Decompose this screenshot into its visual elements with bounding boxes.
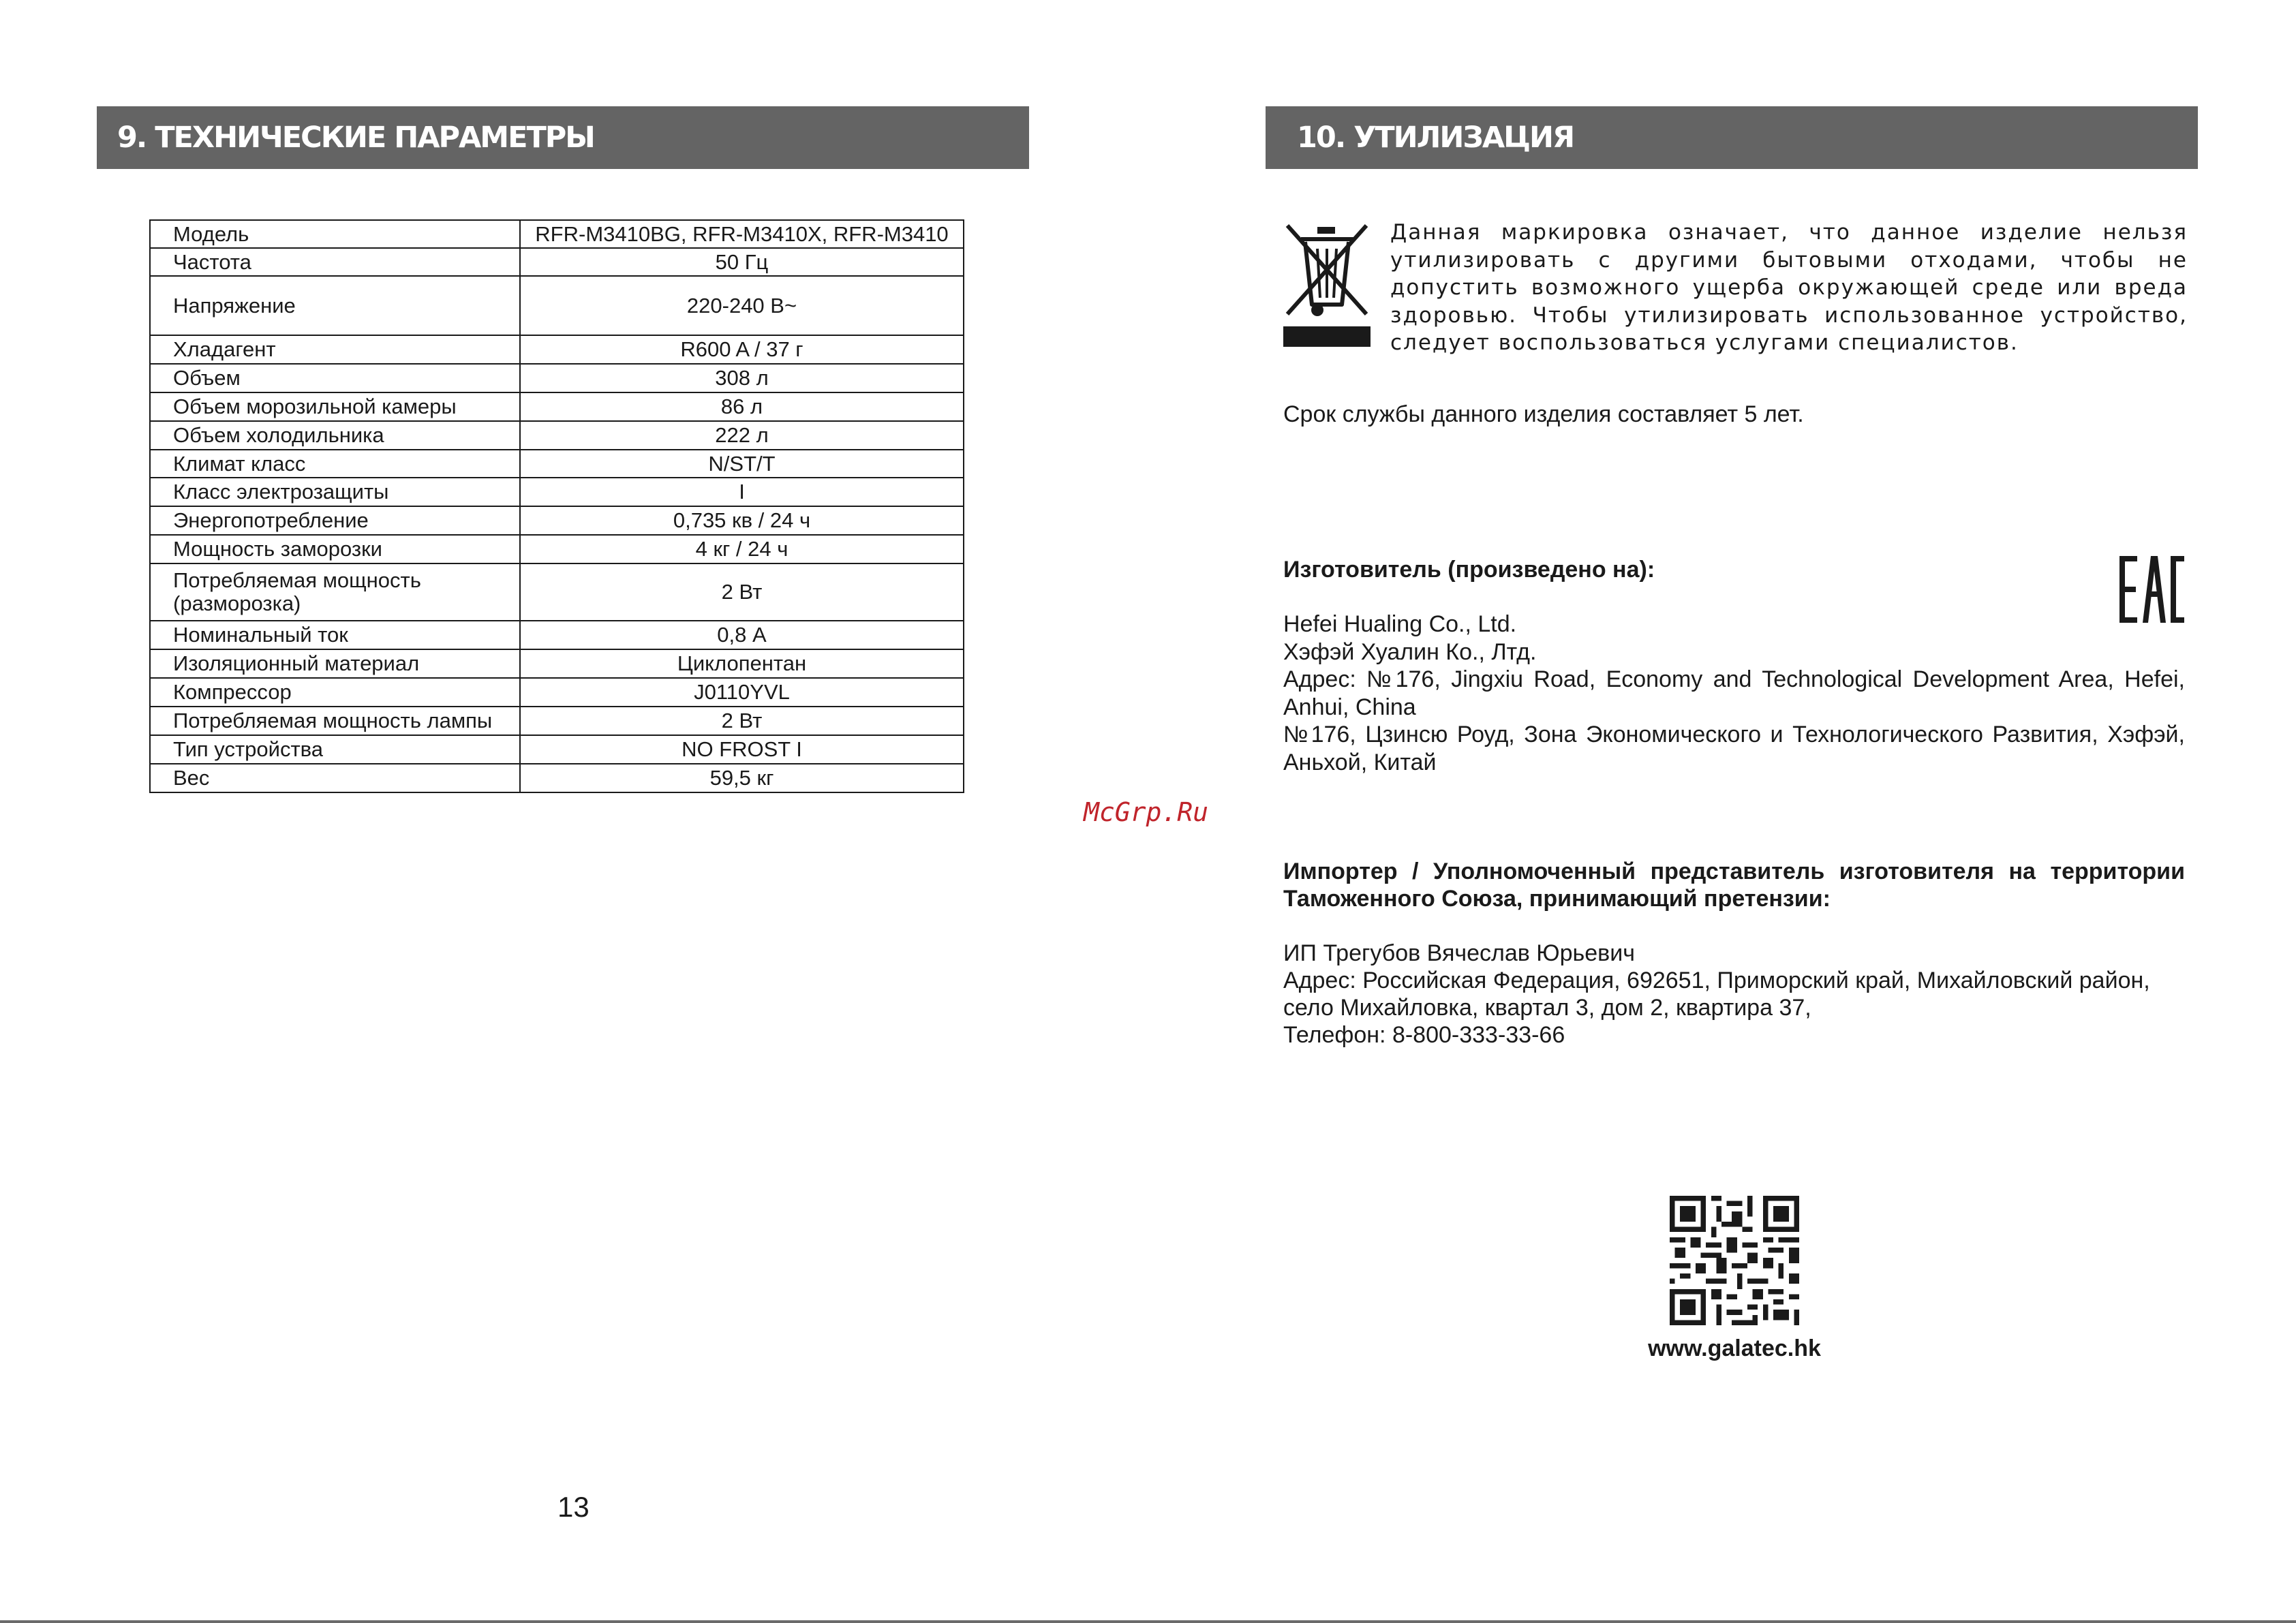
manufacturer-line: Адрес: №176, Jingxiu Road, Economy and Technological Development Area, Hefei, Anhui, China	[1283, 666, 2185, 720]
spec-label: Частота	[150, 248, 520, 276]
spec-value: 4 кг / 24 ч	[520, 535, 964, 563]
table-row	[150, 621, 964, 649]
spec-label: Объем	[150, 364, 520, 392]
spec-label: Модель	[150, 220, 520, 248]
importer-line: ИП Трегубов Вячеслав Юрьевич	[1283, 940, 1635, 966]
spec-label: Мощность заморозки	[150, 535, 520, 563]
table-row	[150, 678, 964, 707]
table-row	[150, 364, 964, 392]
spec-value: NO FROST I	[520, 735, 964, 764]
spec-value: Циклопентан	[520, 649, 964, 678]
table-row	[150, 478, 964, 506]
importer-line: Адрес: Российская Федерация, 692651, Приморский край, Михайловский район, село Михайловка, квартал 3, дом 2, квартира 37,	[1283, 968, 2150, 1021]
spec-label: Объем морозильной камеры	[150, 392, 520, 421]
table-row	[150, 707, 964, 735]
spec-value: 0,735 кв / 24 ч	[520, 506, 964, 535]
table-row	[150, 450, 964, 478]
table-row	[150, 276, 964, 335]
bottom-divider	[0, 1620, 2296, 1623]
importer-line: Телефон: 8-800-333-33-66	[1283, 1022, 1565, 1048]
spec-value: I	[520, 478, 964, 506]
spec-label: Класс электрозащиты	[150, 478, 520, 506]
spec-value: 59,5 кг	[520, 764, 964, 792]
spec-value: 2 Вт	[520, 563, 964, 621]
manufacturer-details	[1283, 610, 2185, 776]
spec-label: Объем холодильника	[150, 421, 520, 450]
disposal-text: Данная маркировка означает, что данное изделие нельзя утилизировать с другими бытовыми отходами, чтобы не допустить возможного ущерба окружающей среде или вреда здоровью. Чтобы утилизировать использованное устройство, следует воспользоваться услугами специалистов.	[1390, 220, 2188, 355]
spec-value: 2 Вт	[520, 707, 964, 735]
spec-value: N/ST/T	[520, 450, 964, 478]
spec-value: 50 Гц	[520, 248, 964, 276]
section-title-disposal: 10. УТИЛИЗАЦИЯ	[1266, 106, 2198, 169]
manufacturer-line: №176, Цзинсю Роуд, Зона Экономического и Технологического Развития, Хэфэй, Аньхой, Китай	[1283, 722, 2185, 775]
spec-value: 220-240 В~	[520, 276, 964, 335]
service-life-text: Срок службы данного изделия составляет 5 лет.	[1283, 401, 1804, 427]
spec-label: Потребляемая мощность лампы	[150, 707, 520, 735]
spec-value: RFR-M3410BG, RFR-M3410X, RFR-M3410	[520, 220, 964, 248]
table-row	[150, 649, 964, 678]
spec-label: Тип устройства	[150, 735, 520, 764]
section-title-specs: 9. ТЕХНИЧЕСКИЕ ПАРАМЕТРЫ	[97, 106, 1029, 169]
watermark: McGrp.Ru	[1084, 797, 1209, 827]
table-row	[150, 535, 964, 563]
spec-value: 308 л	[520, 364, 964, 392]
table-row	[150, 735, 964, 764]
spec-value: J0110YVL	[520, 678, 964, 707]
spec-value: 0,8 А	[520, 621, 964, 649]
table-row	[150, 764, 964, 792]
importer-details	[1283, 940, 2185, 1049]
importer-heading: Импортер / Уполномоченный представитель изготовителя на территории Таможенного Союза, принимающий претензии:	[1283, 859, 2185, 912]
spec-label: Хладагент	[150, 335, 520, 364]
manufacturer-heading: Изготовитель (произведено на):	[1283, 557, 1655, 583]
spec-label: Компрессор	[150, 678, 520, 707]
table-row	[150, 421, 964, 450]
page-number: 13	[557, 1491, 590, 1523]
specs-table	[149, 219, 964, 793]
website-url: www.galatec.hk	[1648, 1335, 1821, 1361]
spec-label: Потребляемая мощность (разморозка)	[150, 563, 520, 621]
qr-code-icon	[1670, 1196, 1799, 1325]
spec-value: 222 л	[520, 421, 964, 450]
table-row	[150, 248, 964, 276]
spec-label: Вес	[150, 764, 520, 792]
spec-label: Энергопотребление	[150, 506, 520, 535]
spec-label: Изоляционный материал	[150, 649, 520, 678]
table-row	[150, 563, 964, 621]
table-row	[150, 335, 964, 364]
table-row	[150, 392, 964, 421]
table-row	[150, 506, 964, 535]
table-row	[150, 220, 964, 248]
manufacturer-line: Hefei Hualing Co., Ltd.	[1283, 611, 1517, 637]
weee-crossed-bin-icon	[1283, 221, 1371, 347]
spec-value: R600 A / 37 г	[520, 335, 964, 364]
spec-label: Номинальный ток	[150, 621, 520, 649]
manufacturer-line: Хэфэй Хуалин Ко., Лтд.	[1283, 638, 1537, 665]
spec-value: 86 л	[520, 392, 964, 421]
spec-label: Напряжение	[150, 276, 520, 335]
spec-label: Климат класс	[150, 450, 520, 478]
